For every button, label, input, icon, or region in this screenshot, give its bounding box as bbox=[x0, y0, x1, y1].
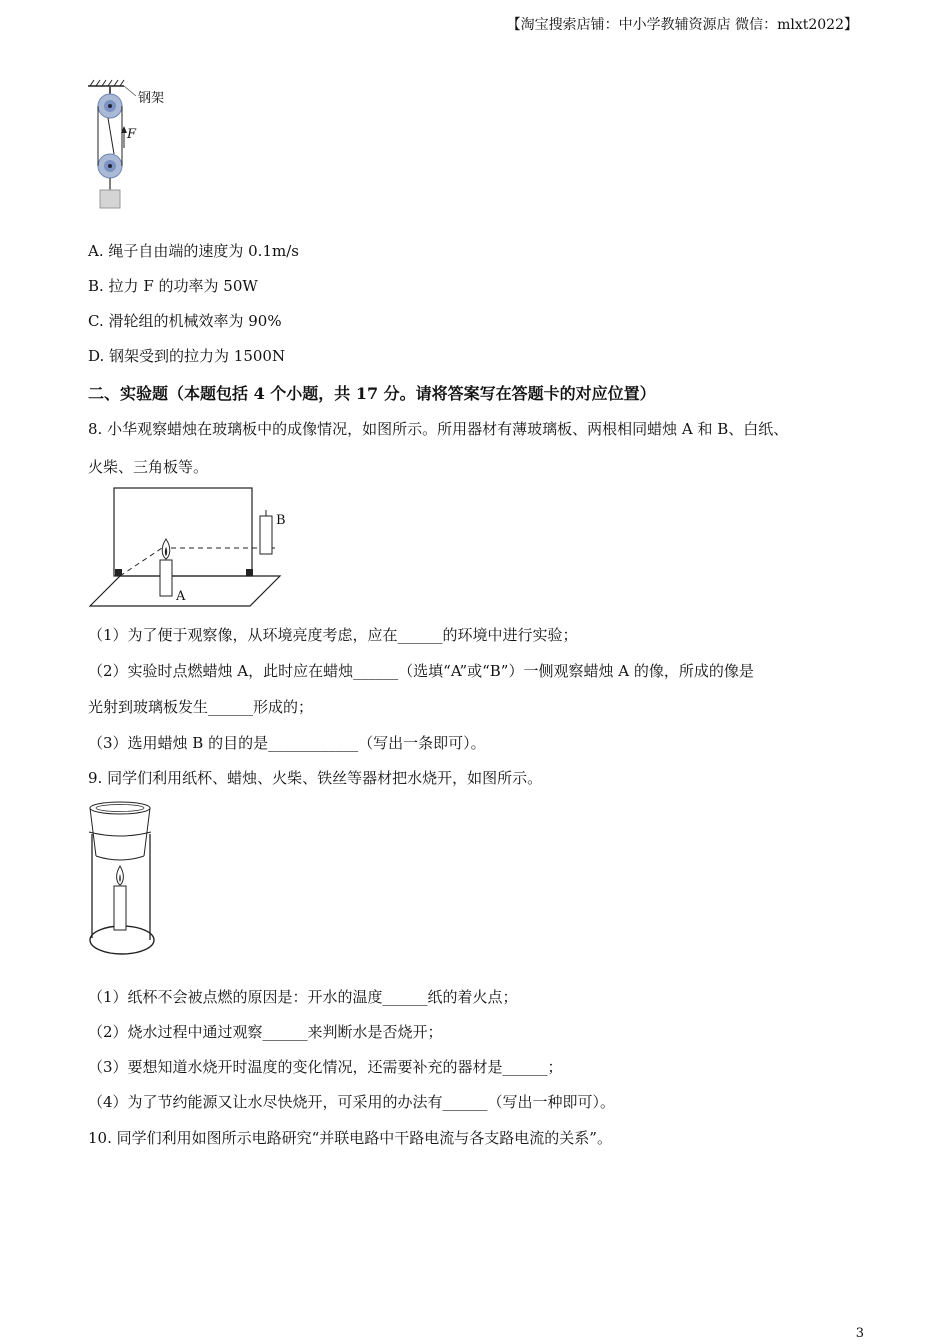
paper-cup-icon bbox=[89, 802, 151, 860]
page-number: 3 bbox=[855, 1326, 864, 1341]
candle-b-label: B bbox=[276, 513, 286, 528]
weight-block-icon bbox=[100, 190, 120, 208]
candle-a-icon bbox=[160, 539, 172, 596]
q10-stem: 10. 同学们利用如图所示电路研究“并联电路中干路电流与各支路电流的关系”。 bbox=[88, 1129, 612, 1147]
q9-sub4: （4）为了节约能源又让水尽快烧开，可采用的办法有______（写出一种即可）。 bbox=[88, 1093, 616, 1111]
q9-sub1: （1）纸杯不会被点燃的原因是：开水的温度______纸的着火点； bbox=[88, 988, 518, 1006]
option-c: C. 滑轮组的机械效率为 90% bbox=[88, 312, 282, 330]
q8-sub1: （1）为了便于观察像，从环境亮度考虑，应在______的环境中进行实验； bbox=[88, 626, 578, 644]
frame-label: 钢架 bbox=[138, 91, 165, 106]
section-title: 二、实验题（本题包括 4 个小题，共 17 分。请将答案写在答题卡的对应位置） bbox=[88, 384, 656, 403]
q8-sub2-line1: （2）实验时点燃蜡烛 A，此时应在蜡烛______（选填“A”或“B”）一侧观察蜡烛 A 的像，所成的像是 bbox=[88, 662, 754, 680]
option-b: B. 拉力 F 的功率为 50W bbox=[88, 277, 258, 295]
force-label: F bbox=[127, 127, 137, 142]
option-a: A. 绳子自由端的速度为 0.1m/s bbox=[88, 242, 299, 260]
steel-frame-hatch-icon bbox=[88, 80, 124, 86]
movable-pulley-icon bbox=[98, 154, 122, 178]
candle-b-icon bbox=[260, 510, 272, 554]
q8-stem-line1: 8. 小华观察蜡烛在玻璃板中的成像情况，如图所示。所用器材有薄玻璃板、两根相同蜡烛 A 和 B、白纸、 bbox=[88, 420, 789, 438]
option-d: D. 钢架受到的拉力为 1500N bbox=[88, 347, 286, 365]
fixed-pulley-icon bbox=[98, 94, 122, 118]
paper-cup-figure bbox=[86, 798, 166, 958]
candle-a-label: A bbox=[176, 589, 186, 604]
q8-sub3: （3）选用蜡烛 B 的目的是____________（写出一条即可）。 bbox=[88, 734, 486, 752]
q9-sub2: （2）烧水过程中通过观察______来判断水是否烧开； bbox=[88, 1023, 443, 1041]
q9-sub3: （3）要想知道水烧开时温度的变化情况，还需要补充的器材是______； bbox=[88, 1058, 563, 1076]
candle-mirror-figure bbox=[86, 484, 306, 610]
pulley-figure bbox=[84, 78, 194, 213]
q9-stem: 9. 同学们利用纸杯、蜡烛、火柴、铁丝等器材把水烧开，如图所示。 bbox=[88, 769, 543, 787]
q8-sub2-line2: 光射到玻璃板发生______形成的； bbox=[88, 698, 314, 716]
candle-icon bbox=[114, 866, 126, 930]
q8-stem-line2: 火柴、三角板等。 bbox=[88, 458, 209, 476]
page-header: 【淘宝搜索店铺：中小学教辅资源店 微信：mlxt2022】 bbox=[506, 17, 858, 33]
